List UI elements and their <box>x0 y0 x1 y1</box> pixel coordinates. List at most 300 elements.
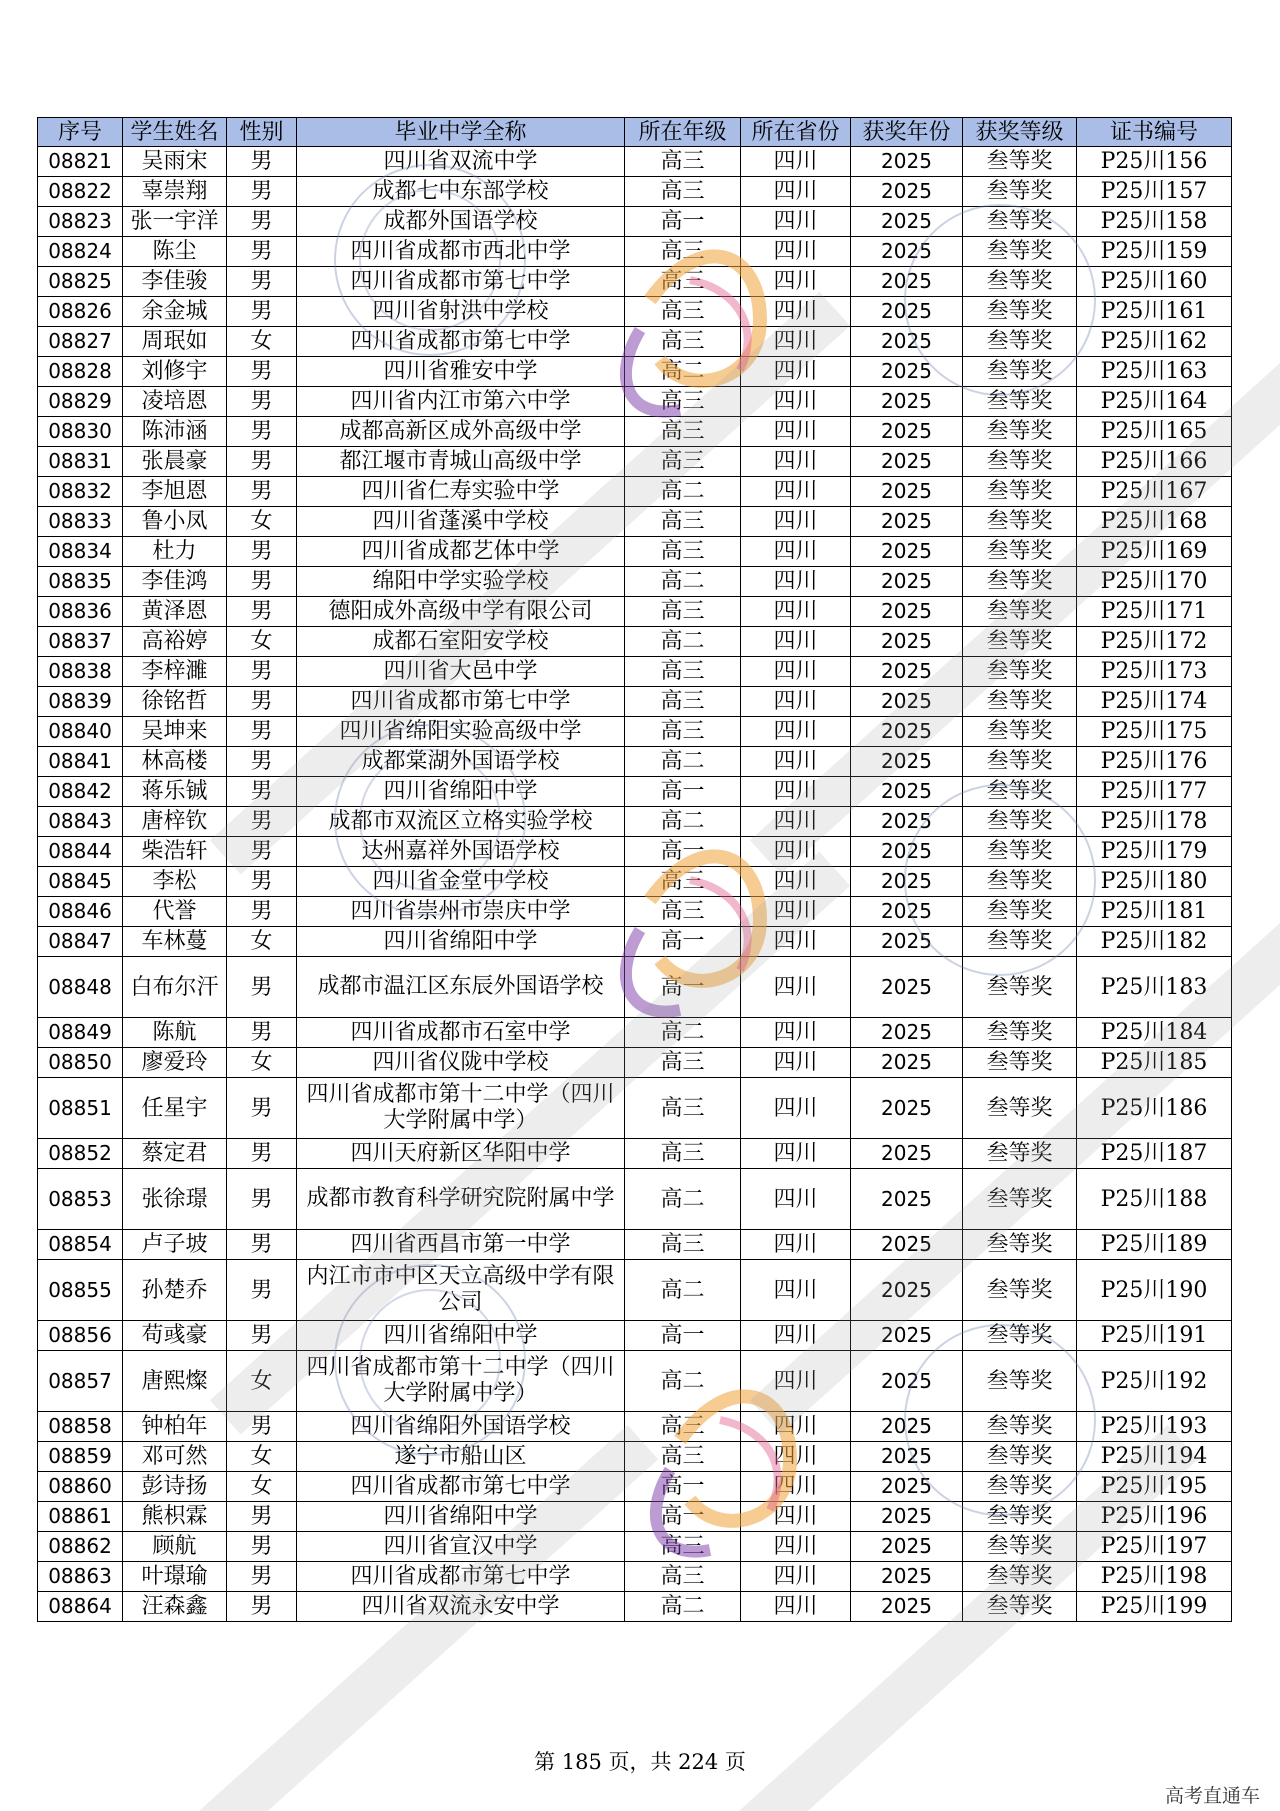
certificate-cell: P25川185 <box>1077 1048 1232 1078</box>
serial-cell: 08851 <box>38 1078 123 1139</box>
table-row <box>38 687 1232 717</box>
award-level-cell: 叁等奖 <box>963 267 1077 297</box>
table-row <box>38 417 1232 447</box>
name-cell: 柴浩轩 <box>123 837 227 867</box>
gender-cell: 男 <box>227 267 297 297</box>
serial-cell: 08848 <box>38 957 123 1018</box>
year-cell: 2025 <box>851 327 963 357</box>
grade-cell: 高三 <box>625 507 741 537</box>
gender-cell: 男 <box>227 1321 297 1351</box>
award-level-cell: 叁等奖 <box>963 1260 1077 1321</box>
year-cell: 2025 <box>851 147 963 177</box>
serial-cell: 08849 <box>38 1018 123 1048</box>
certificate-cell: P25川167 <box>1077 477 1232 507</box>
grade-cell: 高二 <box>625 567 741 597</box>
province-cell: 四川 <box>741 357 851 387</box>
grade-cell: 高二 <box>625 807 741 837</box>
school-cell: 四川省内江市第六中学 <box>297 387 625 417</box>
serial-cell: 08842 <box>38 777 123 807</box>
serial-cell: 08852 <box>38 1139 123 1169</box>
name-cell: 廖爱玲 <box>123 1048 227 1078</box>
certificate-cell: P25川169 <box>1077 537 1232 567</box>
award-level-cell: 叁等奖 <box>963 477 1077 507</box>
certificate-cell: P25川195 <box>1077 1472 1232 1502</box>
award-level-cell: 叁等奖 <box>963 567 1077 597</box>
table-row <box>38 807 1232 837</box>
school-cell: 四川省成都市第七中学 <box>297 267 625 297</box>
table-row <box>38 867 1232 897</box>
year-cell: 2025 <box>851 1592 963 1622</box>
name-cell: 陈航 <box>123 1018 227 1048</box>
certificate-cell: P25川161 <box>1077 297 1232 327</box>
school-cell: 成都市双流区立格实验学校 <box>297 807 625 837</box>
award-level-cell: 叁等奖 <box>963 147 1077 177</box>
serial-cell: 08847 <box>38 927 123 957</box>
school-cell: 德阳成外高级中学有限公司 <box>297 597 625 627</box>
school-cell: 四川省成都市第十二中学（四川大学附属中学） <box>297 1351 625 1412</box>
certificate-cell: P25川184 <box>1077 1018 1232 1048</box>
certificate-cell: P25川180 <box>1077 867 1232 897</box>
certificate-cell: P25川175 <box>1077 717 1232 747</box>
grade-cell: 高三 <box>625 597 741 627</box>
table-row <box>38 237 1232 267</box>
table-body <box>38 147 1232 1622</box>
province-cell: 四川 <box>741 807 851 837</box>
province-cell: 四川 <box>741 1018 851 1048</box>
table-row <box>38 717 1232 747</box>
school-cell: 四川省绵阳中学 <box>297 1502 625 1532</box>
school-cell: 四川省成都市第七中学 <box>297 687 625 717</box>
serial-cell: 08826 <box>38 297 123 327</box>
name-cell: 叶璟瑜 <box>123 1562 227 1592</box>
serial-cell: 08839 <box>38 687 123 717</box>
table-row <box>38 897 1232 927</box>
page-footer <box>0 1746 1280 1776</box>
province-cell: 四川 <box>741 777 851 807</box>
award-level-cell: 叁等奖 <box>963 837 1077 867</box>
gender-cell: 男 <box>227 1169 297 1230</box>
award-table <box>37 117 1232 1622</box>
year-cell: 2025 <box>851 687 963 717</box>
year-cell: 2025 <box>851 627 963 657</box>
gender-cell: 男 <box>227 747 297 777</box>
table-row <box>38 1592 1232 1622</box>
table-row <box>38 327 1232 357</box>
year-cell: 2025 <box>851 837 963 867</box>
award-level-cell: 叁等奖 <box>963 1169 1077 1230</box>
column-header: 学生姓名 <box>123 118 227 147</box>
gender-cell: 男 <box>227 687 297 717</box>
grade-cell: 高三 <box>625 1139 741 1169</box>
table-row <box>38 297 1232 327</box>
certificate-cell: P25川192 <box>1077 1351 1232 1412</box>
table-row <box>38 1532 1232 1562</box>
school-cell: 四川省绵阳中学 <box>297 927 625 957</box>
serial-cell: 08827 <box>38 327 123 357</box>
name-cell: 李佳骏 <box>123 267 227 297</box>
name-cell: 李佳鸿 <box>123 567 227 597</box>
province-cell: 四川 <box>741 1502 851 1532</box>
award-level-cell: 叁等奖 <box>963 1321 1077 1351</box>
year-cell: 2025 <box>851 1442 963 1472</box>
award-level-cell: 叁等奖 <box>963 1351 1077 1412</box>
province-cell: 四川 <box>741 237 851 267</box>
grade-cell: 高三 <box>625 177 741 207</box>
province-cell: 四川 <box>741 1532 851 1562</box>
gender-cell: 男 <box>227 477 297 507</box>
school-cell: 四川省金堂中学校 <box>297 867 625 897</box>
serial-cell: 08860 <box>38 1472 123 1502</box>
name-cell: 熊枳霖 <box>123 1502 227 1532</box>
province-cell: 四川 <box>741 1442 851 1472</box>
gender-cell: 女 <box>227 1442 297 1472</box>
name-cell: 邓可然 <box>123 1442 227 1472</box>
grade-cell: 高三 <box>625 1442 741 1472</box>
school-cell: 内江市市中区天立高级中学有限公司 <box>297 1260 625 1321</box>
certificate-cell: P25川196 <box>1077 1502 1232 1532</box>
certificate-cell: P25川198 <box>1077 1562 1232 1592</box>
year-cell: 2025 <box>851 1532 963 1562</box>
award-level-cell: 叁等奖 <box>963 807 1077 837</box>
year-cell: 2025 <box>851 897 963 927</box>
year-cell: 2025 <box>851 237 963 267</box>
province-cell: 四川 <box>741 747 851 777</box>
name-cell: 张徐璟 <box>123 1169 227 1230</box>
page-number: 第 185 页，共 224 页 <box>534 1750 746 1774</box>
school-cell: 成都市温江区东辰外国语学校 <box>297 957 625 1018</box>
province-cell: 四川 <box>741 417 851 447</box>
name-cell: 蒋乐铖 <box>123 777 227 807</box>
award-level-cell: 叁等奖 <box>963 1592 1077 1622</box>
year-cell: 2025 <box>851 1018 963 1048</box>
name-cell: 余金城 <box>123 297 227 327</box>
table-row <box>38 1472 1232 1502</box>
table-row <box>38 267 1232 297</box>
table-row <box>38 1412 1232 1442</box>
serial-cell: 08853 <box>38 1169 123 1230</box>
table-row <box>38 1230 1232 1260</box>
serial-cell: 08829 <box>38 387 123 417</box>
grade-cell: 高三 <box>625 387 741 417</box>
school-cell: 都江堰市青城山高级中学 <box>297 447 625 477</box>
serial-cell: 08843 <box>38 807 123 837</box>
school-cell: 绵阳中学实验学校 <box>297 567 625 597</box>
school-cell: 四川省仁寿实验中学 <box>297 477 625 507</box>
certificate-cell: P25川187 <box>1077 1139 1232 1169</box>
grade-cell: 高三 <box>625 447 741 477</box>
school-cell: 四川省绵阳实验高级中学 <box>297 717 625 747</box>
school-cell: 四川省宣汉中学 <box>297 1532 625 1562</box>
grade-cell: 高二 <box>625 1169 741 1230</box>
province-cell: 四川 <box>741 387 851 417</box>
award-level-cell: 叁等奖 <box>963 1230 1077 1260</box>
year-cell: 2025 <box>851 207 963 237</box>
serial-cell: 08859 <box>38 1442 123 1472</box>
year-cell: 2025 <box>851 717 963 747</box>
name-cell: 钟柏年 <box>123 1412 227 1442</box>
table-row <box>38 957 1232 1018</box>
year-cell: 2025 <box>851 777 963 807</box>
serial-cell: 08837 <box>38 627 123 657</box>
table-row <box>38 927 1232 957</box>
province-cell: 四川 <box>741 837 851 867</box>
table-row <box>38 1562 1232 1592</box>
gender-cell: 男 <box>227 417 297 447</box>
gender-cell: 女 <box>227 927 297 957</box>
school-cell: 四川省成都市西北中学 <box>297 237 625 267</box>
serial-cell: 08835 <box>38 567 123 597</box>
award-level-cell: 叁等奖 <box>963 1048 1077 1078</box>
certificate-cell: P25川165 <box>1077 417 1232 447</box>
school-cell: 成都棠湖外国语学校 <box>297 747 625 777</box>
name-cell: 顾航 <box>123 1532 227 1562</box>
grade-cell: 高二 <box>625 1018 741 1048</box>
year-cell: 2025 <box>851 417 963 447</box>
serial-cell: 08856 <box>38 1321 123 1351</box>
certificate-cell: P25川190 <box>1077 1260 1232 1321</box>
award-level-cell: 叁等奖 <box>963 687 1077 717</box>
certificate-cell: P25川174 <box>1077 687 1232 717</box>
year-cell: 2025 <box>851 747 963 777</box>
table-row <box>38 1018 1232 1048</box>
grade-cell: 高三 <box>625 327 741 357</box>
year-cell: 2025 <box>851 807 963 837</box>
table-row <box>38 147 1232 177</box>
certificate-cell: P25川159 <box>1077 237 1232 267</box>
certificate-cell: P25川164 <box>1077 387 1232 417</box>
name-cell: 唐梓钦 <box>123 807 227 837</box>
award-level-cell: 叁等奖 <box>963 237 1077 267</box>
name-cell: 张一宇洋 <box>123 207 227 237</box>
certificate-cell: P25川176 <box>1077 747 1232 777</box>
year-cell: 2025 <box>851 1260 963 1321</box>
year-cell: 2025 <box>851 267 963 297</box>
serial-cell: 08855 <box>38 1260 123 1321</box>
certificate-cell: P25川157 <box>1077 177 1232 207</box>
serial-cell: 08831 <box>38 447 123 477</box>
certificate-cell: P25川173 <box>1077 657 1232 687</box>
gender-cell: 男 <box>227 1562 297 1592</box>
school-cell: 四川省成都市第十二中学（四川大学附属中学） <box>297 1078 625 1139</box>
brand-label: 高考直通车 <box>1164 1785 1260 1807</box>
serial-cell: 08858 <box>38 1412 123 1442</box>
name-cell: 代誉 <box>123 897 227 927</box>
grade-cell: 高三 <box>625 657 741 687</box>
serial-cell: 08840 <box>38 717 123 747</box>
name-cell: 张晨豪 <box>123 447 227 477</box>
table-row <box>38 387 1232 417</box>
award-level-cell: 叁等奖 <box>963 897 1077 927</box>
school-cell: 四川省成都市石室中学 <box>297 1018 625 1048</box>
certificate-cell: P25川181 <box>1077 897 1232 927</box>
province-cell: 四川 <box>741 1472 851 1502</box>
award-level-cell: 叁等奖 <box>963 1018 1077 1048</box>
grade-cell: 高二 <box>625 477 741 507</box>
year-cell: 2025 <box>851 1412 963 1442</box>
award-level-cell: 叁等奖 <box>963 327 1077 357</box>
gender-cell: 女 <box>227 627 297 657</box>
table-row <box>38 1442 1232 1472</box>
year-cell: 2025 <box>851 507 963 537</box>
serial-cell: 08862 <box>38 1532 123 1562</box>
grade-cell: 高三 <box>625 297 741 327</box>
certificate-cell: P25川197 <box>1077 1532 1232 1562</box>
gender-cell: 男 <box>227 837 297 867</box>
certificate-cell: P25川168 <box>1077 507 1232 537</box>
gender-cell: 男 <box>227 1412 297 1442</box>
province-cell: 四川 <box>741 147 851 177</box>
province-cell: 四川 <box>741 1169 851 1230</box>
gender-cell: 男 <box>227 657 297 687</box>
grade-cell: 高三 <box>625 537 741 567</box>
serial-cell: 08863 <box>38 1562 123 1592</box>
table-row <box>38 747 1232 777</box>
gender-cell: 男 <box>227 297 297 327</box>
header-row <box>38 118 1232 147</box>
gender-cell: 男 <box>227 1260 297 1321</box>
gender-cell: 男 <box>227 357 297 387</box>
grade-cell: 高二 <box>625 1592 741 1622</box>
name-cell: 李松 <box>123 867 227 897</box>
name-cell: 刘修宇 <box>123 357 227 387</box>
province-cell: 四川 <box>741 1230 851 1260</box>
award-level-cell: 叁等奖 <box>963 447 1077 477</box>
serial-cell: 08845 <box>38 867 123 897</box>
name-cell: 杜力 <box>123 537 227 567</box>
year-cell: 2025 <box>851 1230 963 1260</box>
grade-cell: 高三 <box>625 1048 741 1078</box>
award-level-cell: 叁等奖 <box>963 1412 1077 1442</box>
school-cell: 四川省成都市第七中学 <box>297 1562 625 1592</box>
school-cell: 成都市教育科学研究院附属中学 <box>297 1169 625 1230</box>
certificate-cell: P25川182 <box>1077 927 1232 957</box>
table-row <box>38 477 1232 507</box>
serial-cell: 08844 <box>38 837 123 867</box>
gender-cell: 女 <box>227 327 297 357</box>
gender-cell: 女 <box>227 507 297 537</box>
certificate-cell: P25川178 <box>1077 807 1232 837</box>
gender-cell: 男 <box>227 597 297 627</box>
serial-cell: 08857 <box>38 1351 123 1412</box>
serial-cell: 08821 <box>38 147 123 177</box>
name-cell: 吴雨宋 <box>123 147 227 177</box>
award-level-cell: 叁等奖 <box>963 927 1077 957</box>
grade-cell: 高三 <box>625 717 741 747</box>
province-cell: 四川 <box>741 1260 851 1321</box>
table-row <box>38 1321 1232 1351</box>
gender-cell: 男 <box>227 957 297 1018</box>
column-header: 获奖等级 <box>963 118 1077 147</box>
award-level-cell: 叁等奖 <box>963 1472 1077 1502</box>
name-cell: 汪森鑫 <box>123 1592 227 1622</box>
name-cell: 徐铭哲 <box>123 687 227 717</box>
grade-cell: 高三 <box>625 867 741 897</box>
school-cell: 达州嘉祥外国语学校 <box>297 837 625 867</box>
serial-cell: 08846 <box>38 897 123 927</box>
gender-cell: 男 <box>227 717 297 747</box>
serial-cell: 08836 <box>38 597 123 627</box>
province-cell: 四川 <box>741 1351 851 1412</box>
gender-cell: 女 <box>227 1472 297 1502</box>
year-cell: 2025 <box>851 177 963 207</box>
name-cell: 白布尔汗 <box>123 957 227 1018</box>
name-cell: 鲁小凤 <box>123 507 227 537</box>
gender-cell: 男 <box>227 237 297 267</box>
year-cell: 2025 <box>851 597 963 627</box>
table-row <box>38 1048 1232 1078</box>
year-cell: 2025 <box>851 477 963 507</box>
name-cell: 任星宇 <box>123 1078 227 1139</box>
province-cell: 四川 <box>741 957 851 1018</box>
award-level-cell: 叁等奖 <box>963 387 1077 417</box>
school-cell: 四川省绵阳外国语学校 <box>297 1412 625 1442</box>
year-cell: 2025 <box>851 387 963 417</box>
province-cell: 四川 <box>741 207 851 237</box>
column-header: 毕业中学全称 <box>297 118 625 147</box>
grade-cell: 高一 <box>625 1502 741 1532</box>
name-cell: 黄泽恩 <box>123 597 227 627</box>
gender-cell: 男 <box>227 1078 297 1139</box>
year-cell: 2025 <box>851 657 963 687</box>
award-level-cell: 叁等奖 <box>963 1442 1077 1472</box>
gender-cell: 男 <box>227 147 297 177</box>
award-level-cell: 叁等奖 <box>963 1078 1077 1139</box>
year-cell: 2025 <box>851 1169 963 1230</box>
name-cell: 高裕婷 <box>123 627 227 657</box>
name-cell: 凌培恩 <box>123 387 227 417</box>
award-level-cell: 叁等奖 <box>963 207 1077 237</box>
serial-cell: 08828 <box>38 357 123 387</box>
province-cell: 四川 <box>741 297 851 327</box>
serial-cell: 08830 <box>38 417 123 447</box>
gender-cell: 男 <box>227 1592 297 1622</box>
award-level-cell: 叁等奖 <box>963 1532 1077 1562</box>
grade-cell: 高一 <box>625 1321 741 1351</box>
serial-cell: 08864 <box>38 1592 123 1622</box>
column-header: 序号 <box>38 118 123 147</box>
serial-cell: 08822 <box>38 177 123 207</box>
grade-cell: 高一 <box>625 1472 741 1502</box>
certificate-cell: P25川191 <box>1077 1321 1232 1351</box>
province-cell: 四川 <box>741 897 851 927</box>
school-cell: 四川省成都市第七中学 <box>297 1472 625 1502</box>
award-level-cell: 叁等奖 <box>963 657 1077 687</box>
certificate-cell: P25川172 <box>1077 627 1232 657</box>
grade-cell: 高二 <box>625 1260 741 1321</box>
school-cell: 成都石室阳安学校 <box>297 627 625 657</box>
province-cell: 四川 <box>741 507 851 537</box>
gender-cell: 男 <box>227 1018 297 1048</box>
certificate-cell: P25川162 <box>1077 327 1232 357</box>
year-cell: 2025 <box>851 567 963 597</box>
gender-cell: 女 <box>227 1351 297 1412</box>
table-row <box>38 657 1232 687</box>
name-cell: 卢子坡 <box>123 1230 227 1260</box>
column-header: 获奖年份 <box>851 118 963 147</box>
table-row <box>38 1078 1232 1139</box>
province-cell: 四川 <box>741 477 851 507</box>
serial-cell: 08861 <box>38 1502 123 1532</box>
year-cell: 2025 <box>851 447 963 477</box>
school-cell: 四川省双流永安中学 <box>297 1592 625 1622</box>
certificate-cell: P25川166 <box>1077 447 1232 477</box>
gender-cell: 女 <box>227 1048 297 1078</box>
certificate-cell: P25川177 <box>1077 777 1232 807</box>
serial-cell: 08838 <box>38 657 123 687</box>
grade-cell: 高三 <box>625 147 741 177</box>
table-row <box>38 567 1232 597</box>
grade-cell: 高三 <box>625 1562 741 1592</box>
